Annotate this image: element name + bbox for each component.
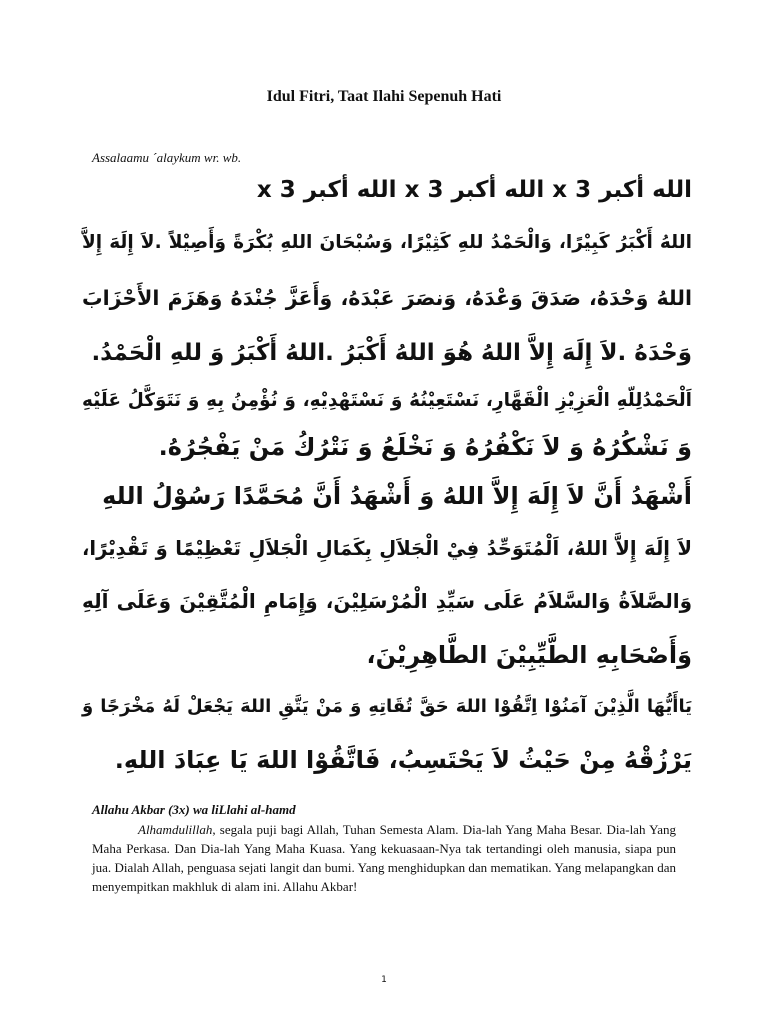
arabic-line: اللهُ وَحْدَهُ، صَدَقَ وَعْدَهُ، وَنصَرَ عَبْدَهُ، وَأَعَزَّ جُنْدَهُ وَهَزَمَ الأَحْزَابَ [82,286,692,310]
arabic-line: لاَ إِلَهَ إِلاَّ اللهُ، اَلْمُتَوَحِّدُ فِيْ الْجَلاَلِ بِكَمَالِ الْجَلاَلِ تَعْظِيْمًا وَ تَقْدِيْرًا، [82,537,692,560]
arabic-line: اَلْحَمْدُلِلّهِ الْعَزِيْزِ الْقَهَّارِ، نَسْتَعِيْنُهُ وَ نَسْتَهْدِيْهِ، وَ نُؤْمِنُ بِهِ وَ نَتَوَكَّلُ عَلَيْهِ [82,390,692,411]
section-heading: Allahu Akbar (3x) wa liLlahi al-hamd [92,802,296,817]
arabic-line: وَالصَّلاَةُ وَالسَّلاَمُ عَلَى سَيِّدِ الْمُرْسَلِيْنَ، وَإِمَامِ الْمُتَّقِيْنَ وَعَلَى آلِهِ [82,589,692,613]
paragraph-lead: Alhamdulillah [138,822,213,837]
paragraph-text: , segala puji bagi Allah, Tuhan Semesta Alam. Dia-lah Yang Maha Besar. Dia-lah Yang Maha Perkasa. Dan Dia-lah Yang Maha Kuasa. Yang kekuasaan-Nya tak tertandingi oleh manusia, siapa pun jua. Dialah Allah, penguasa sejati langit dan bumi. Yang menghidupkan dan mematikan. Yang melapangkan dan menyempitkan makhluk di alam ini. Allahu Akbar! [92,822,676,894]
arabic-line: وَحْدَهُ .لاَ إِلَهَ إِلاَّ اللهُ هُوَ اللهُ أَكْبَرُ .اللهُ أَكْبَرُ وَ للهِ الْحَمْدُ. [91,340,692,366]
arabic-line: وَ نَشْكُرُهُ وَ لاَ نَكْفُرُهُ وَ نَخْلَعُ وَ نَتْرُكُ مَنْ يَفْجُرُهُ. [158,433,692,461]
arabic-line: اللهُ أَكْبَرُ كَبِيْرًا، وَالْحَمْدُ للهِ كَثِيْرًا، وَسُبْحَانَ اللهِ بُكْرَةً وَأَصِيْلاً .لاَ إِلَهَ إِلاَّ [82,232,692,253]
document-title: Idul Fitri, Taat Ilahi Sepenuh Hati [266,88,502,105]
arabic-line: وَأَصْحَابِهِ الطَّيِّبِيْنَ الطَّاهِرِيْنَ، [366,641,692,669]
arabic-line: يَاأَيُّهَا الَّذِيْنَ آمَنُوْا اِتَّقُوْا اللهَ حَقَّ تُقَاتِهِ وَ مَنْ يَتَّقِ اللهَ يَجْعَلْ لَهُ مَخْرَجًا وَ [82,696,692,717]
arabic-line: يَرْزُقْهُ مِنْ حَيْثُ لاَ يَحْتَسِبُ، فَاتَّقُوْا اللهَ يَا عِبَادَ اللهِ. [114,746,692,774]
body-paragraph [92,820,676,896]
page-number: 1 [381,975,387,985]
takbir-line: الله أكبر 3 x الله أكبر 3 x الله أكبر 3 x [256,177,692,203]
arabic-line: أَشْهَدُ أَنَّ لاَ إِلَهَ إِلاَّ اللهُ وَ أَشْهَدُ أَنَّ مُحَمَّدًا رَسُوْلُ اللهِ [102,482,692,510]
greeting: Assalaamu ´alaykum wr. wb. [92,150,242,165]
